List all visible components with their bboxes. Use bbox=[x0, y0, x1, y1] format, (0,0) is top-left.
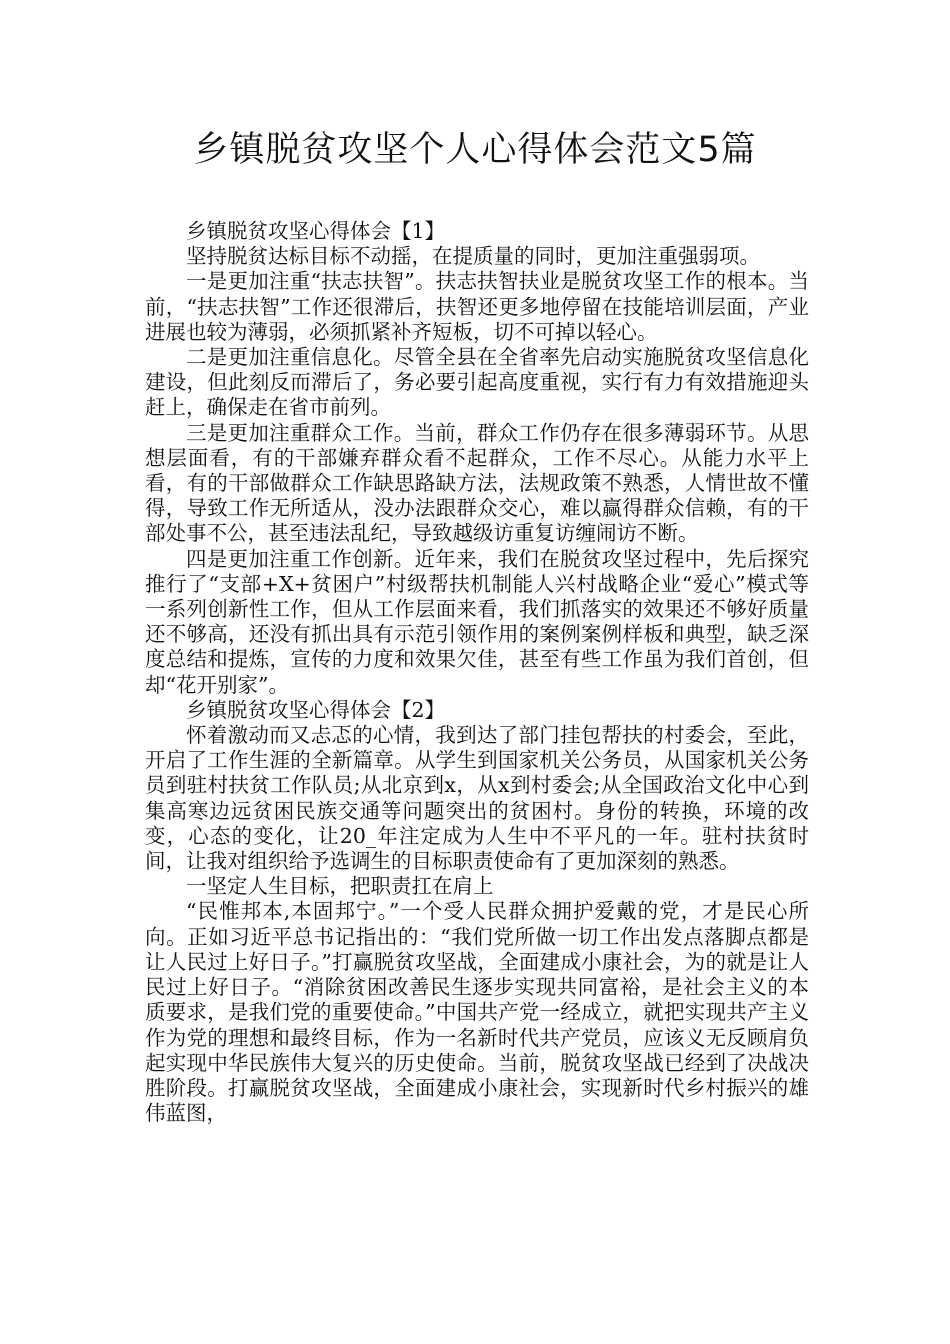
paragraph: 一是更加注重“扶志扶智”。扶志扶智扶业是脱贫攻坚工作的根本。当前，“扶志扶智”工作还很滞后，扶智还更多地停留在技能培训层面，产业进展也较为薄弱，必须抓紧补齐短板，切不可掉以轻心。 bbox=[145, 269, 809, 344]
section-heading: 乡镇脱贫攻坚心得体会【1】 bbox=[186, 219, 446, 243]
paragraph: 三是更加注重群众工作。当前，群众工作仍存在很多薄弱环节。从思想层面看，有的干部嫌弃群众看不起群众，工作不尽心。从能力水平上看，有的干部做群众工作缺思路缺方法，法规政策不熟悉，人情世故不懂得，导致工作无所适从，没办法跟群众交心，难以赢得群众信赖，有的干部处事不公，甚至违法乱纪，导致越级访重复访缠闹访不断。 bbox=[145, 420, 809, 546]
document-body bbox=[145, 219, 809, 1126]
paragraph: 怀着激动而又忐忑的心情，我到达了部门挂包帮扶的村委会，至此，开启了工作生涯的全新篇章。从学生到国家机关公务员，从国家机关公务员到驻村扶贫工作队员;从北京到x，从x到村委会;从全国政治文化中心到集高寒边远贫困民族交通等问题突出的贫困村。身份的转换，环境的改变，心态的变化，让20_年注定成为人生中不平凡的一年。驻村扶贫时间，让我对组织给予选调生的目标职责使命有了更加深刻的熟悉。 bbox=[145, 723, 809, 874]
paragraph: 四是更加注重工作创新。近年来，我们在脱贫攻坚过程中，先后探究推行了“支部+X+贫困户”村级帮扶机制能人兴村战略企业“爱心”模式等一系列创新性工作，但从工作层面来看，我们抓落实的效果还不够好质量还不够高，还没有抓出具有示范引领作用的案例案例样板和典型，缺乏深度总结和提炼，宣传的力度和效果欠佳，甚至有些工作虽为我们首创，但却“花开别家”。 bbox=[145, 546, 809, 697]
document-title: 乡镇脱贫攻坚个人心得体会范文5篇 bbox=[193, 130, 757, 170]
section-heading: 乡镇脱贫攻坚心得体会【2】 bbox=[186, 697, 446, 722]
paragraph: “民惟邦本,本固邦宁。”一个受人民群众拥护爱戴的党，才是民心所向。正如习近平总书记指出的：“我们党所做一切工作出发点落脚点都是让人民过上好日子。”打赢脱贫攻坚战，全面建成小康社会，为的就是让人民过上好日子。“消除贫困改善民生逐步实现共同富裕，是社会主义的本质要求，是我们党的重要使命。”中国共产党一经成立，就把实现共产主义作为党的理想和最终目标，作为一名新时代共产党员，应该义无反顾肩负起实现中华民族伟大复兴的历史使命。当前，脱贫攻坚战已经到了决战决胜阶段。打赢脱贫攻坚战，全面建成小康社会，实现新时代乡村振兴的雄伟蓝图， bbox=[145, 899, 809, 1126]
paragraph: 二是更加注重信息化。尽管全县在全省率先启动实施脱贫攻坚信息化建设，但此刻反而滞后了，务必要引起高度重视，实行有力有效措施迎头赶上，确保走在省市前列。 bbox=[145, 345, 809, 420]
paragraph: 坚持脱贫达标目标不动摇，在提质量的同时，更加注重强弱项。 bbox=[186, 244, 760, 269]
subsection-heading: 一坚定人生目标，把职责扛在肩上 bbox=[186, 874, 494, 899]
